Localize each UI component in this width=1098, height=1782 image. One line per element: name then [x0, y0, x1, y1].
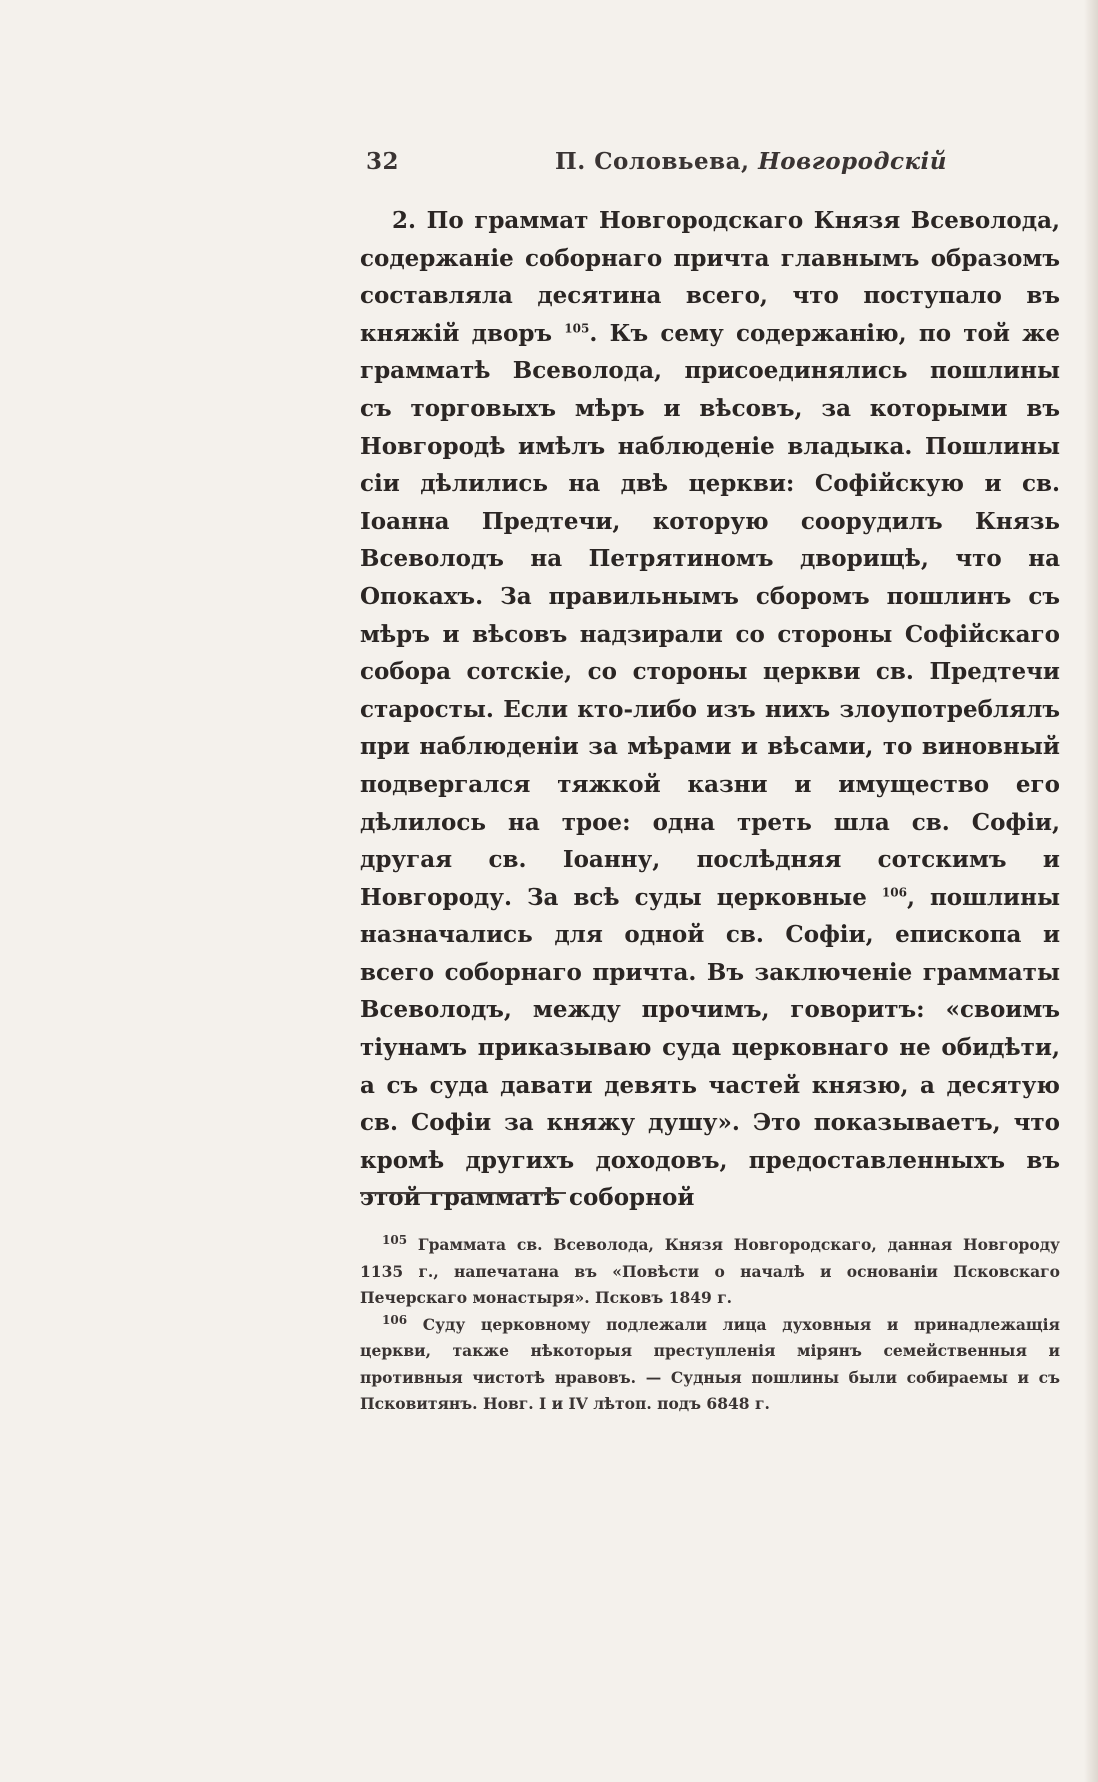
body-text-part-3: , пошлины назначались для одной св. Софіи, епископа и всего соборнаго причта. Въ заключеніе грамматы Всеволодъ, между прочимъ, говоритъ: «своимъ тіунамъ приказываю суда церковнаго не обидѣти, а съ суда давати девять частей князю, а десятую св. Софіи за княжу душу». Это показываетъ, что кромѣ другихъ доходовъ, предоставленныхъ въ этой грамматѣ соборной — [360, 883, 1060, 1212]
book-page — [360, 146, 1060, 1413]
footnote-106 — [360, 1312, 1060, 1418]
footnote-marker-106: 106 — [382, 1312, 408, 1327]
footnote-divider — [360, 1192, 566, 1194]
footnote-105 — [360, 1232, 1060, 1312]
footnote-ref-106[interactable]: 106 — [881, 885, 907, 900]
running-head — [360, 146, 1060, 180]
header-author: П. Соловьева, — [555, 148, 750, 175]
body-text-part-1: 2. По граммат Новгородскаго Князя Всеволода, содержаніе соборнаго причта главнымъ образомъ составляла десятина всего, что поступало въ княжій дворъ — [360, 207, 1060, 347]
page-number: 32 — [366, 148, 400, 175]
body-text-part-2: . Къ сему содержанію, по той же грамматѣ Всеволода, присоединялись пошлины съ торговыхъ мѣръ и вѣсовъ, за которыми въ Новгородѣ имѣлъ наблюденіе владыка. Пошлины сіи дѣлились на двѣ церкви: Софійскую и св. Іоанна Предтечи, которую соорудилъ Князь Всеволодъ на Петрятиномъ дворищѣ, что на Опокахъ. За правильнымъ сборомъ пошлинъ съ мѣръ и вѣсовъ надзирали со стороны Софійскаго собора сотскіе, со стороны церкви св. Предтечи старосты. Если кто-либо изъ нихъ злоупотреблялъ при наблюденіи за мѣрами и вѣсами, то виновный подвергался тяжкой казни и имущество его дѣлилось на трое: одна треть шла св. Софіи, другая св. Іоанну, послѣдняя сотскимъ и Новгороду. За всѣ суды церковные — [360, 319, 1060, 911]
body-paragraph — [360, 202, 1060, 1217]
page-edge-shadow — [1084, 0, 1098, 1782]
header-title: Новгородскій — [758, 148, 947, 175]
footnotes — [360, 1232, 1060, 1418]
footnote-text-106: Суду церковному подлежали лица духовныя и принадлежащія церкви, также нѣкоторыя преступленія мірянъ семейственныя и противныя чистотѣ нравовъ. — Судныя пошлины были собираемы и съ Псковитянъ. Новг. I и IV лѣтоп. подъ 6848 г. — [360, 1314, 1060, 1413]
footnote-marker-105: 105 — [382, 1232, 408, 1247]
footnote-ref-105[interactable]: 105 — [564, 321, 590, 336]
header-author-title — [555, 148, 947, 175]
footnote-text-105: Грамматa св. Всеволода, Князя Новгородскаго, данная Новгороду 1135 г., напечатана въ «Повѣсти о началѣ и основаніи Псковскаго Печерскаго монастыря». Псковъ 1849 г. — [360, 1235, 1060, 1307]
